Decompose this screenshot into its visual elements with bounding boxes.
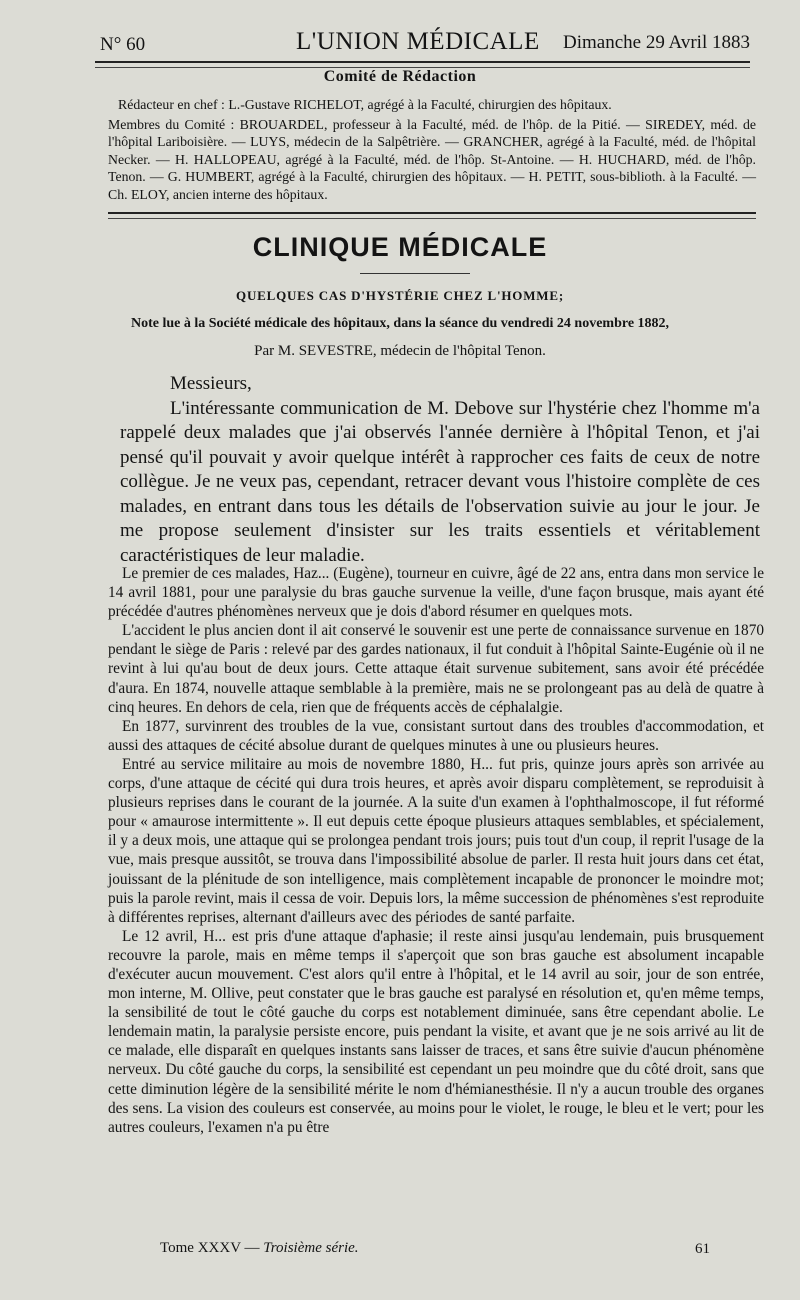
article-subtitle: QUELQUES CAS D'HYSTÉRIE CHEZ L'HOMME; xyxy=(236,288,564,303)
article-intro xyxy=(120,372,760,568)
article-body xyxy=(108,564,764,1137)
issue-date: Dimanche 29 Avril 1883 xyxy=(563,32,750,53)
article-note: Note lue à la Société médicale des hôpitaux, dans la séance du vendredi 24 novembre 1882, xyxy=(130,316,670,331)
volume-label: Tome XXXV — xyxy=(160,1240,260,1256)
header-rule xyxy=(95,61,750,68)
article-author: Par M. SEVESTRE, médecin de l'hôpital Tenon. xyxy=(254,343,546,359)
issue-number: N° 60 xyxy=(100,34,146,55)
paragraph: Entré au service militaire au mois de novembre 1880, H... fut pris, quinze jours après son arrivée au corps, d'une attaque de cécité qui dura trois heures, et après avoir disparu complètement, se reproduisit à plusieurs reprises dans le courant de la journée. A la suite d'un examen à l'ophthalmoscope, il fut réformé pour « amaurose intermittente ». Il eut depuis cette époque plusieurs attaques semblables, et spécialement, il y a deux mois, une attaque qui se prolongea pendant trois jours; puis tout d'un coup, il reprit l'usage de la vue, mais presque aussitôt, se trouva dans l'impossibilité absolue de parler. Il resta huit jours dans cet état, jouissant de la plénitude de son intelligence, mais complètement incapable de prononcer le moindre mot; puis la parole revint, mais il cessa de voir. Depuis lors, la même succession de phénomènes s'est reproduite à différentes reprises, alternant d'ailleurs avec des périodes de santé parfaite. xyxy=(108,755,764,926)
title-rule xyxy=(360,273,470,274)
journal-title: L'UNION MÉDICALE xyxy=(296,28,540,55)
page-number: 61 xyxy=(695,1241,710,1257)
series-label: Troisième série. xyxy=(263,1240,359,1256)
committee-members: Membres du Comité : BROUARDEL, professeur à la Faculté, méd. de l'hôp. de la Pitié. — SIREDEY, méd. de l'hôpital Lariboisière. — LUYS, médecin de la Salpêtrière. — GRANCHER, agrégé à la Faculté, méd. de l'hôpital Necker. — H. HALLOPEAU, agrégé à la Faculté, méd. de l'hôp. St-Antoine. — H. HUCHARD, méd. de l'hôp. Tenon. — G. HUMBERT, agrégé à la Faculté, chirurgien des hôpitaux. — H. PETIT, sous-biblioth. à la Faculté. — Ch. ELOY, ancien interne des hôpitaux. xyxy=(108,116,756,202)
paragraph: L'accident le plus ancien dont il ait conservé le souvenir est une perte de connaissance survenue en 1870 pendant le siège de Paris : relevé par des gardes nationaux, il fut conduit à l'hôpital Sainte-Eugénie où il ne revint à lui qu'au bout de deux jours. Cette attaque était survenue subitement, sans avoir été précédée d'aura. En 1874, nouvelle attaque semblable à la première, mais ne se prolongeant pas au delà de quatre à cinq heures. En dehors de cela, rien que de fréquents accès de céphalalgie. xyxy=(108,622,764,716)
paragraph: Le 12 avril, H... est pris d'une attaque d'aphasie; il reste ainsi jusqu'au lendemain, puis brusquement recouvre la parole, mais en même temps il s'aperçoit que son bras gauche est absolument incapable d'exécuter aucun mouvement. C'est alors qu'il entre à l'hôpital, et le 14 avril au soir, jour de son entrée, mon interne, M. Ollive, peut constater que le bras gauche est paralysé en résolution et, qu'en même temps, la sensibilité de tout le côté gauche du corps est notablement diminuée, sans être cependant abolie. Le lendemain matin, la paralysie persiste encore, puis pendant la visite, et avant que je ne sois arrivé au lit de ce malade, elle disparaît en quelques instants sans laisser de traces, et sans être suivie d'aucun phénomène nerveux. Du côté gauche du corps, la sensibilité est cependant un peu moindre que du côté droit, sans que cette diminution légère de la sensibilité mérite le nom d'hémianesthésie. Il n'y a aucun trouble des organes des sens. La vision des couleurs est conservée, au moins pour le violet, le rouge, le bleu et le vert; pour les autres couleurs, l'examen n'a pu être xyxy=(108,927,764,1136)
salutation: Messieurs, xyxy=(170,373,252,394)
section-title: CLINIQUE MÉDICALE xyxy=(252,232,548,262)
intro-paragraph: L'intéressante communication de M. Debove sur l'hystérie chez l'homme m'a rappelé deux malades que j'ai observés l'année dernière à l'hôpital Tenon, et j'ai pensé qu'il pouvait y avoir quelque intérêt à rapprocher ces faits de ceux de notre collègue. Je ne veux pas, cependant, retracer devant vous l'histoire complète de ces malades, en entrant dans tous les détails de l'observation suivie au jour le jour. Je me propose seulement d'insister sur les traits essentiels et véritablement caractéristiques de leur maladie. xyxy=(120,397,760,566)
paragraph: Le premier de ces malades, Haz... (Eugène), tourneur en cuivre, âgé de 22 ans, entra dans mon service le 14 avril 1881, pour une paralysie du bras gauche survenue la veille, d'une façon brusque, mais ayant été précédée d'autres phénomènes nerveux que je dois d'abord résumer en quelques mots. xyxy=(108,565,764,621)
editorial-committee xyxy=(108,96,756,205)
editor-in-chief: Rédacteur en chef : L.-Gustave RICHELOT, agrégé à la Faculté, chirurgien des hôpitaux. xyxy=(118,97,612,112)
paragraph: En 1877, survinrent des troubles de la vue, consistant surtout dans des troubles d'accommodation, et aussi des attaques de cécité absolue durant de quelques minutes à une ou plusieurs heures. xyxy=(108,717,764,754)
page-header xyxy=(100,26,750,60)
footer-volume xyxy=(160,1240,359,1257)
committee-rule xyxy=(108,212,756,219)
committee-title: Comité de Rédaction xyxy=(323,68,477,85)
